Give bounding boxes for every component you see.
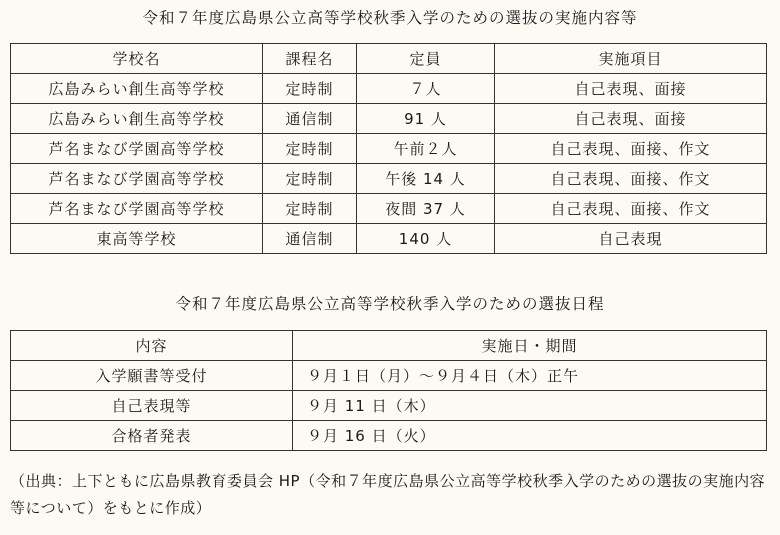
header-content: 内容 <box>11 331 293 361</box>
table-row <box>11 194 767 224</box>
header-course: 課程名 <box>263 44 357 74</box>
capacity-cell: 午前２人 <box>357 134 495 164</box>
header-date: 実施日・期間 <box>293 331 767 361</box>
school-name-cell: 芦名まなび学園高等学校 <box>11 164 263 194</box>
selection-content-table <box>10 43 767 254</box>
content-cell: 自己表現等 <box>11 391 293 421</box>
course-cell: 定時制 <box>263 164 357 194</box>
table-row <box>11 134 767 164</box>
items-cell: 自己表現、面接、作文 <box>495 194 767 224</box>
capacity-cell: 夜間 37 人 <box>357 194 495 224</box>
table-row <box>11 104 767 134</box>
course-cell: 定時制 <box>263 134 357 164</box>
school-name-cell: 広島みらい創生高等学校 <box>11 74 263 104</box>
course-cell: 通信制 <box>263 224 357 254</box>
items-cell: 自己表現、面接、作文 <box>495 164 767 194</box>
selection-schedule-table <box>10 330 767 451</box>
header-school-name: 学校名 <box>11 44 263 74</box>
date-cell: ９月 11 日（木） <box>293 391 767 421</box>
school-name-cell: 芦名まなび学園高等学校 <box>11 134 263 164</box>
table-row <box>11 74 767 104</box>
capacity-cell: ７人 <box>357 74 495 104</box>
table-header-row <box>11 44 767 74</box>
content-cell: 入学願書等受付 <box>11 361 293 391</box>
table-header-row <box>11 331 767 361</box>
table-row <box>11 361 767 391</box>
school-name-cell: 広島みらい創生高等学校 <box>11 104 263 134</box>
table-row <box>11 421 767 451</box>
course-cell: 通信制 <box>263 104 357 134</box>
course-cell: 定時制 <box>263 74 357 104</box>
school-name-cell: 東高等学校 <box>11 224 263 254</box>
table-row <box>11 164 767 194</box>
table-row <box>11 224 767 254</box>
items-cell: 自己表現、面接 <box>495 74 767 104</box>
school-name-cell: 芦名まなび学園高等学校 <box>11 194 263 224</box>
header-capacity: 定員 <box>357 44 495 74</box>
capacity-cell: 91 人 <box>357 104 495 134</box>
items-cell: 自己表現、面接 <box>495 104 767 134</box>
date-cell: ９月 16 日（火） <box>293 421 767 451</box>
date-cell: ９月１日（月）～９月４日（木）正午 <box>293 361 767 391</box>
selection-content-title: 令和７年度広島県公立高等学校秋季入学のための選抜の実施内容等 <box>142 9 638 27</box>
items-cell: 自己表現 <box>495 224 767 254</box>
content-cell: 合格者発表 <box>11 421 293 451</box>
course-cell: 定時制 <box>263 194 357 224</box>
table-row <box>11 391 767 421</box>
selection-schedule-title: 令和７年度広島県公立高等学校秋季入学のための選抜日程 <box>175 295 605 313</box>
header-items: 実施項目 <box>495 44 767 74</box>
capacity-cell: 午後 14 人 <box>357 164 495 194</box>
source-note: （出典：上下ともに広島県教育委員会 HP（令和７年度広島県公立高等学校秋季入学のための選抜の実施内容等について）をもとに作成） <box>10 472 766 517</box>
items-cell: 自己表現、面接、作文 <box>495 134 767 164</box>
capacity-cell: 140 人 <box>357 224 495 254</box>
